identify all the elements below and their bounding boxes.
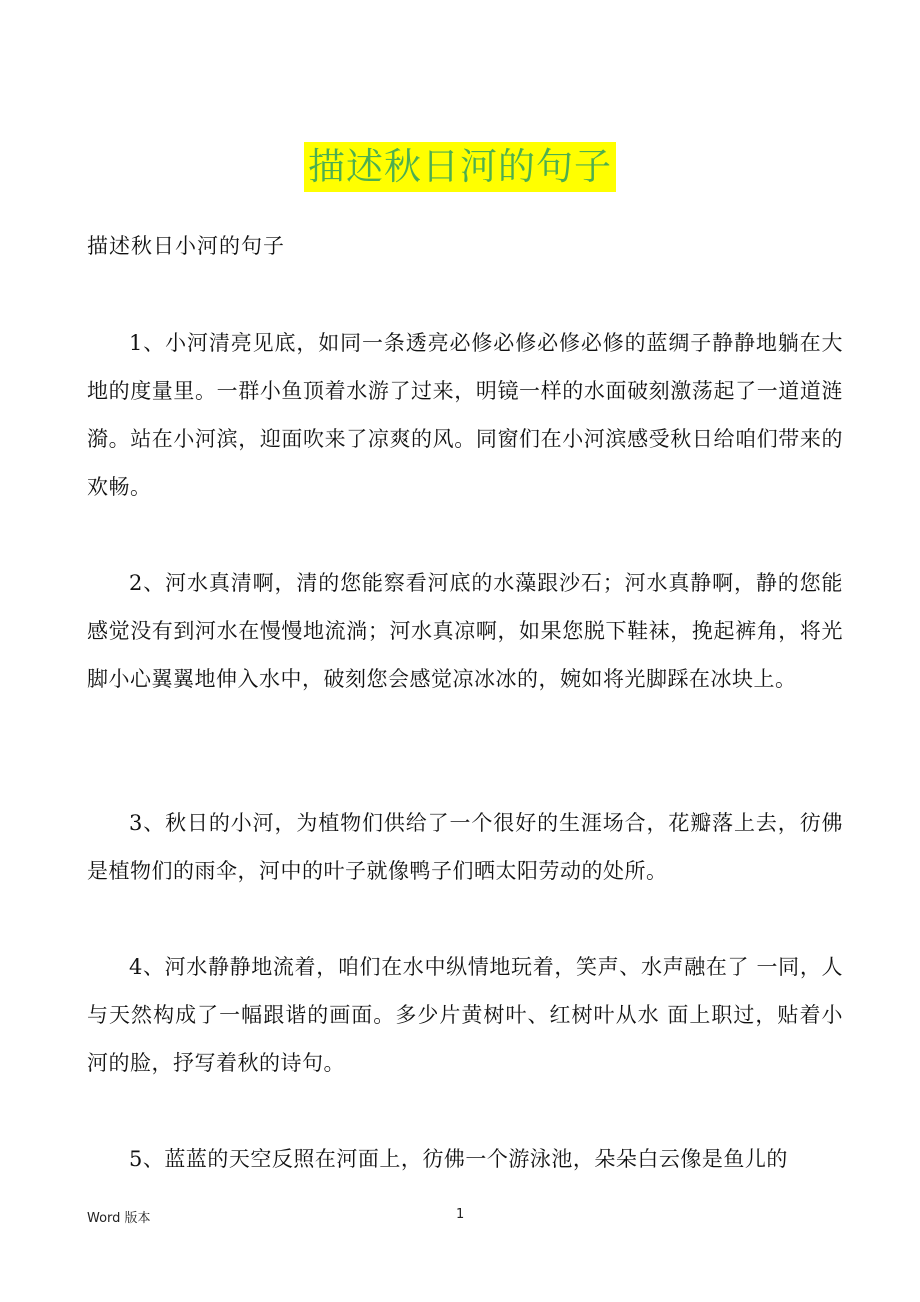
paragraph-4-text: 4、河水静静地流着，咱们在水中纵情地玩着，笑声、水声融在了 一同，人与天然构成了一幅跟谐的画面。多少片黄树叶、红树叶从水 面上职过，贴着小河的脸，抒写着秋的诗句。 <box>87 955 843 1075</box>
paragraph-1 <box>87 319 843 511</box>
page-number: 1 <box>456 1207 465 1222</box>
footer-label: Word 版本 <box>87 1211 151 1226</box>
paragraph-4 <box>87 943 843 1087</box>
paragraph-3-text: 3、秋日的小河，为植物们供给了一个很好的生涯场合，花瓣落上去，彷佛是植物们的雨伞，河中的叶子就像鸭子们晒太阳劳动的处所。 <box>87 811 843 883</box>
paragraph-5-text: 5、蓝蓝的天空反照在河面上，彷佛一个游泳池，朵朵白云像是鱼儿的 <box>129 1147 788 1171</box>
document-title: 描述秋日河的句子 <box>304 142 616 192</box>
paragraph-3 <box>87 799 843 895</box>
document-subtitle: 描述秋日小河的句子 <box>87 234 285 258</box>
paragraph-5 <box>87 1135 843 1183</box>
title-container <box>0 142 920 192</box>
paragraph-1-text: 1、小河清亮见底，如同一条透亮必修必修必修必修的蓝绸子静静地躺在大地的度量里。一群小鱼顶着水游了过来，明镜一样的水面破刻激荡起了一道道涟漪。站在小河滨，迎面吹来了凉爽的风。同窗们在小河滨感受秋日给咱们带来的欢畅。 <box>87 331 843 499</box>
paragraph-2-text: 2、河水真清啊，清的您能察看河底的水藻跟沙石；河水真静啊，静的您能感觉没有到河水在慢慢地流淌；河水真凉啊，如果您脱下鞋袜，挽起裤角，将光脚小心翼翼地伸入水中，破刻您会感觉凉冰冰的，婉如将光脚踩在冰块上。 <box>87 571 843 691</box>
paragraph-2 <box>87 559 843 703</box>
